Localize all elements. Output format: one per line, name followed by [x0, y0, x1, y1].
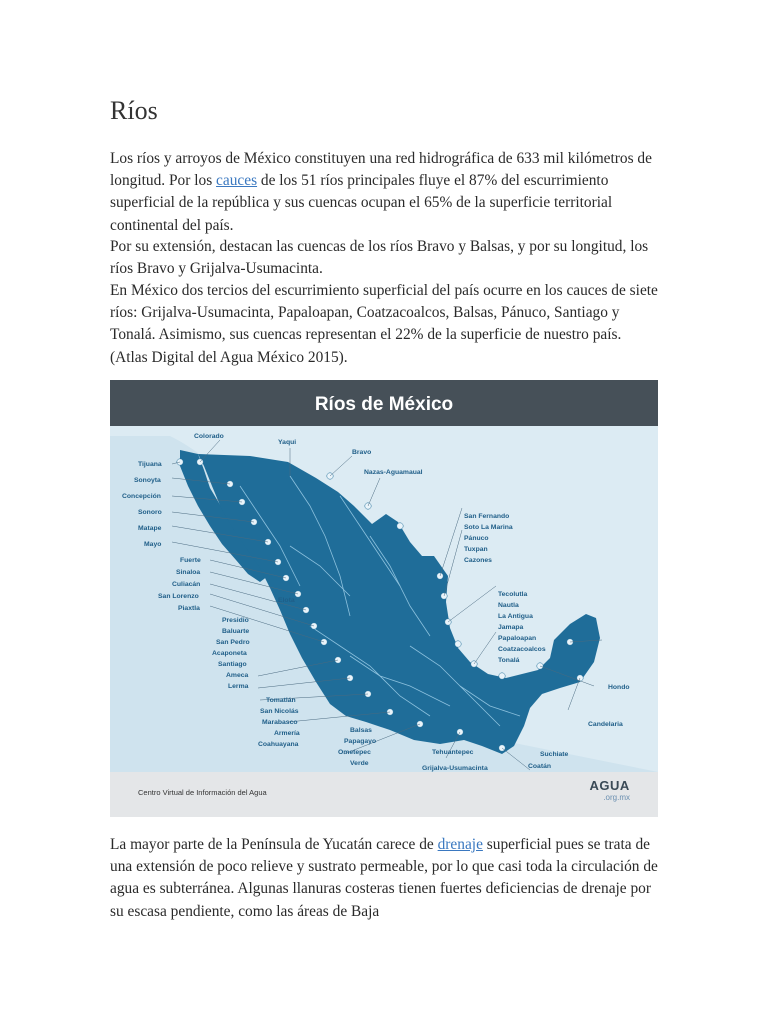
- logo-sub: .org.mx: [603, 793, 630, 802]
- paragraph1-text-a: Los ríos y arroyos de México constituyen una red hidrográfica de 633 mil kilómetros de longitud. Por los: [110, 150, 652, 190]
- map-footer: [110, 772, 658, 817]
- label-sanpedro: San Pedro: [216, 639, 250, 646]
- label-papagayo: Papagayo: [344, 738, 377, 745]
- label-bravo: Bravo: [352, 449, 372, 456]
- label-elota: Elota: [278, 597, 295, 604]
- label-tehuantepec: Tehuantepec: [432, 749, 474, 756]
- paragraph-extension: Por su extensión, destacan las cuencas de los ríos Bravo y Balsas, y por su longitud, los ríos Bravo y Grijalva-Usumacinta.: [110, 238, 649, 278]
- label-fuerte: Fuerte: [180, 557, 201, 564]
- label-ameca: Ameca: [226, 672, 249, 679]
- label-verde: Verde: [350, 760, 369, 767]
- cauces-link[interactable]: cauces: [216, 172, 258, 190]
- label-baluarte: Baluarte: [222, 628, 250, 635]
- label-armeria: Armería: [274, 730, 300, 737]
- paragraph1-text-b: de los 51 ríos principales fluye el 87% del escurrimiento superficial de la república y sus cuencas ocupan el 65% de la superficie territorial continental del país.: [110, 172, 613, 234]
- paragraph4-text-b: superficial pues se trata de una extensión de poco relieve y sustrato permeable, por lo que casi toda la circulación de agua es subterránea. Algunas llanuras costeras tienen fuertes deficiencias de drenaje por su escasa pendiente, como las áreas de Baja: [110, 836, 658, 920]
- mexico-rivers-map: [110, 426, 658, 772]
- label-acaponeta: Acaponeta: [212, 650, 247, 657]
- rivers-map-figure: [110, 380, 658, 817]
- label-cazones: Cazones: [464, 557, 492, 564]
- label-sanfernando: San Fernando: [464, 513, 510, 520]
- label-piaxtla: Piaxtla: [178, 605, 200, 612]
- label-panuco: Pánuco: [464, 535, 489, 542]
- page-heading: Ríos: [110, 96, 158, 125]
- label-tijuana: Tijuana: [138, 461, 162, 468]
- label-concepcion: Concepción: [122, 493, 161, 500]
- label-nautla: Nautla: [498, 602, 519, 609]
- label-laantigua: La Antigua: [498, 613, 533, 620]
- map-title: Ríos de México: [110, 380, 658, 426]
- label-sinaloa: Sinaloa: [176, 569, 201, 576]
- agua-logo: [589, 779, 630, 802]
- label-sonoyta: Sonoyta: [134, 477, 161, 484]
- label-tecolutla: Tecolutla: [498, 591, 528, 598]
- label-candelaria: Candelaria: [588, 721, 623, 728]
- label-ometepec: Ometepec: [338, 749, 371, 756]
- label-coatzacoalcos: Coatzacoalcos: [498, 646, 546, 653]
- label-sonoro: Sonoro: [138, 509, 162, 516]
- label-nazas: Nazas-Aguamaual: [364, 469, 423, 476]
- paragraph4-text-a: La mayor parte de la Península de Yucatán carece de: [110, 836, 438, 853]
- label-culiacan: Culiacán: [172, 581, 201, 588]
- label-yaqui: Yaqui: [278, 439, 297, 446]
- label-matape: Matape: [138, 525, 162, 532]
- label-coahuayana: Coahuayana: [258, 741, 299, 748]
- label-hondo: Hondo: [608, 684, 630, 691]
- label-tonala: Tonalá: [498, 657, 520, 664]
- paragraph-yucatan: [110, 834, 658, 923]
- label-tomatlan: Tomatlán: [266, 697, 296, 704]
- drenaje-link[interactable]: drenaje: [437, 836, 483, 853]
- paragraph-runoff: En México dos tercios del escurrimiento superficial del país ocurre en los cauces de siete ríos: Grijalva-Usumacinta, Papaloapan, Coatzacoalcos, Balsas, Pánuco, Santiago y Tonalá. Asimismo, sus cuencas representan el 22% de la superficie de nuestro país. (Atlas Digital del Agua México 2015).: [110, 282, 658, 366]
- label-papaloapan: Papaloapan: [498, 635, 537, 642]
- label-tuxpan: Tuxpan: [464, 546, 488, 553]
- paragraph-rivers-network: [110, 148, 658, 237]
- label-santiago: Santiago: [218, 661, 247, 668]
- label-sotolamarina: Soto La Marina: [464, 524, 513, 531]
- label-balsas: Balsas: [350, 727, 372, 734]
- label-mayo: Mayo: [144, 541, 162, 548]
- label-sannicolas: San Nicolás: [260, 708, 299, 715]
- map-credit: Centro Virtual de Información del Agua: [138, 788, 267, 797]
- label-grijalva: Grijalva-Usumacinta: [422, 765, 488, 772]
- label-presidio: Presidio: [222, 617, 249, 624]
- label-sanlorenzo: San Lorenzo: [158, 593, 199, 600]
- label-marabasco: Marabasco: [262, 719, 298, 726]
- label-coatan: Coatán: [528, 763, 552, 770]
- label-suchiate: Suchiate: [540, 751, 569, 758]
- label-lerma: Lerma: [228, 683, 249, 690]
- logo-word: AGUA: [589, 778, 630, 793]
- label-jamapa: Jamapa: [498, 624, 524, 631]
- label-colorado: Colorado: [194, 433, 224, 440]
